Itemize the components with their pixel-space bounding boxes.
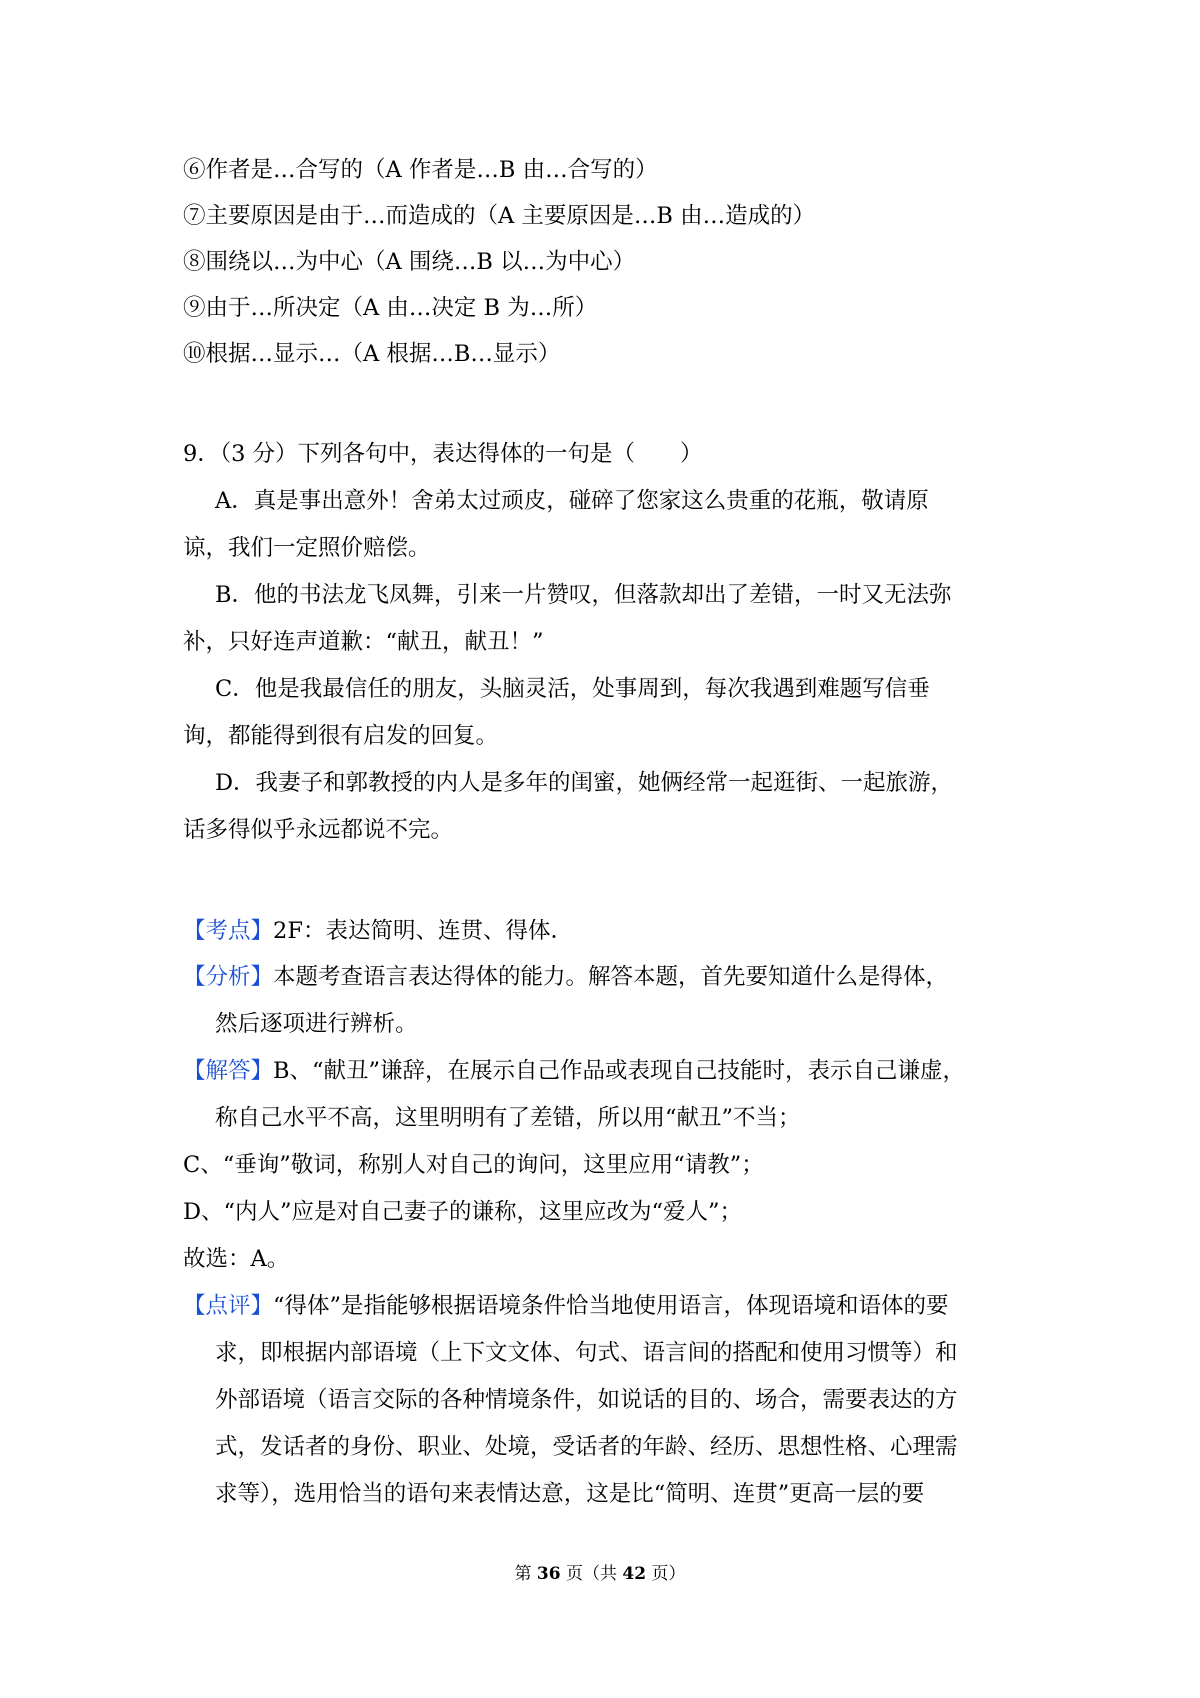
pattern-line-9: ⑨由于…所决定（A 由…决定 B 为…所） bbox=[183, 295, 598, 321]
pattern-line-10: ⑩根据…显示…（A 根据…B…显示） bbox=[183, 341, 561, 367]
option-c-line-1: C．他是我最信任的朋友，头脑灵活，处事周到，每次我遇到难题写信垂 bbox=[215, 676, 930, 702]
fenxi-text-1: 本题考查语言表达得体的能力。解答本题，首先要知道什么是得体， bbox=[273, 964, 949, 990]
footer-prefix: 第 bbox=[514, 1564, 537, 1584]
fenxi-tag: 【分析】 bbox=[183, 964, 274, 990]
option-d-line-1: D．我妻子和郭教授的内人是多年的闺蜜，她俩经常一起逛街、一起旅游， bbox=[215, 770, 954, 796]
footer-page-number: 36 bbox=[536, 1564, 561, 1584]
footer-total-pages: 42 bbox=[622, 1564, 647, 1584]
footer-middle: 页（共 bbox=[560, 1564, 623, 1584]
option-b-line-2: 补，只好连声道歉：“献丑，献丑！” bbox=[183, 629, 544, 655]
jieda-tag: 【解答】 bbox=[183, 1058, 274, 1084]
dianping-tag: 【点评】 bbox=[183, 1293, 274, 1319]
option-a-line-2: 谅，我们一定照价赔偿。 bbox=[183, 535, 431, 561]
dianping-line-4: 式，发话者的身份、职业、处境，受话者的年龄、经历、思想性格、心理需 bbox=[215, 1434, 958, 1460]
fenxi-line-1 bbox=[183, 962, 948, 992]
dianping-line-3: 外部语境（语言交际的各种情境条件，如说话的目的、场合，需要表达的方 bbox=[215, 1387, 958, 1413]
dianping-line-1 bbox=[183, 1291, 949, 1321]
jieda-line-c: C、“垂询”敬词，称别人对自己的询问，这里应用“请教”； bbox=[183, 1152, 764, 1178]
option-d-line-2: 话多得似乎永远都说不完。 bbox=[183, 817, 454, 843]
kaodian-tag: 【考点】 bbox=[183, 918, 274, 944]
jieda-line-2: 称自己水平不高，这里明明有了差错，所以用“献丑”不当； bbox=[215, 1105, 801, 1131]
dianping-line-2: 求，即根据内部语境（上下文文体、句式、语言间的搭配和使用习惯等）和 bbox=[215, 1340, 958, 1366]
pattern-line-6: ⑥作者是…合写的（A 作者是…B 由…合写的） bbox=[183, 157, 658, 183]
fenxi-line-2: 然后逐项进行辨析。 bbox=[215, 1011, 418, 1037]
kaodian-line bbox=[183, 916, 573, 946]
dianping-line-5: 求等），选用恰当的语句来表情达意，这是比“简明、连贯”更高一层的要 bbox=[215, 1481, 925, 1507]
option-c-line-2: 询，都能得到很有启发的回复。 bbox=[183, 723, 499, 749]
pattern-line-8: ⑧围绕以…为中心（A 围绕…B 以…为中心） bbox=[183, 249, 636, 275]
footer-suffix: 页） bbox=[646, 1564, 686, 1584]
page-footer bbox=[0, 1562, 1200, 1586]
jieda-line-1 bbox=[183, 1056, 965, 1086]
option-b-line-1: B．他的书法龙飞凤舞，引来一片赞叹，但落款却出了差错，一时又无法弥 bbox=[215, 582, 952, 608]
kaodian-text: 2F：表达简明、连贯、得体． bbox=[273, 918, 573, 944]
dianping-text-1: “得体”是指能够根据语境条件恰当地使用语言，体现语境和语体的要 bbox=[273, 1293, 949, 1319]
jieda-line-d: D、“内人”应是对自己妻子的谦称，这里应改为“爱人”； bbox=[183, 1199, 743, 1225]
question-stem: 9．（3 分）下列各句中，表达得体的一句是（ ） bbox=[183, 441, 703, 467]
pattern-line-7: ⑦主要原因是由于…而造成的（A 主要原因是…B 由…造成的） bbox=[183, 203, 816, 229]
answer-line: 故选：A。 bbox=[183, 1246, 290, 1272]
jieda-text-1: B、“献丑”谦辞，在展示自己作品或表现自己技能时，表示自己谦虚， bbox=[273, 1058, 966, 1084]
option-a-line-1: A．真是事出意外！舍弟太过顽皮，碰碎了您家这么贵重的花瓶，敬请原 bbox=[215, 488, 929, 514]
